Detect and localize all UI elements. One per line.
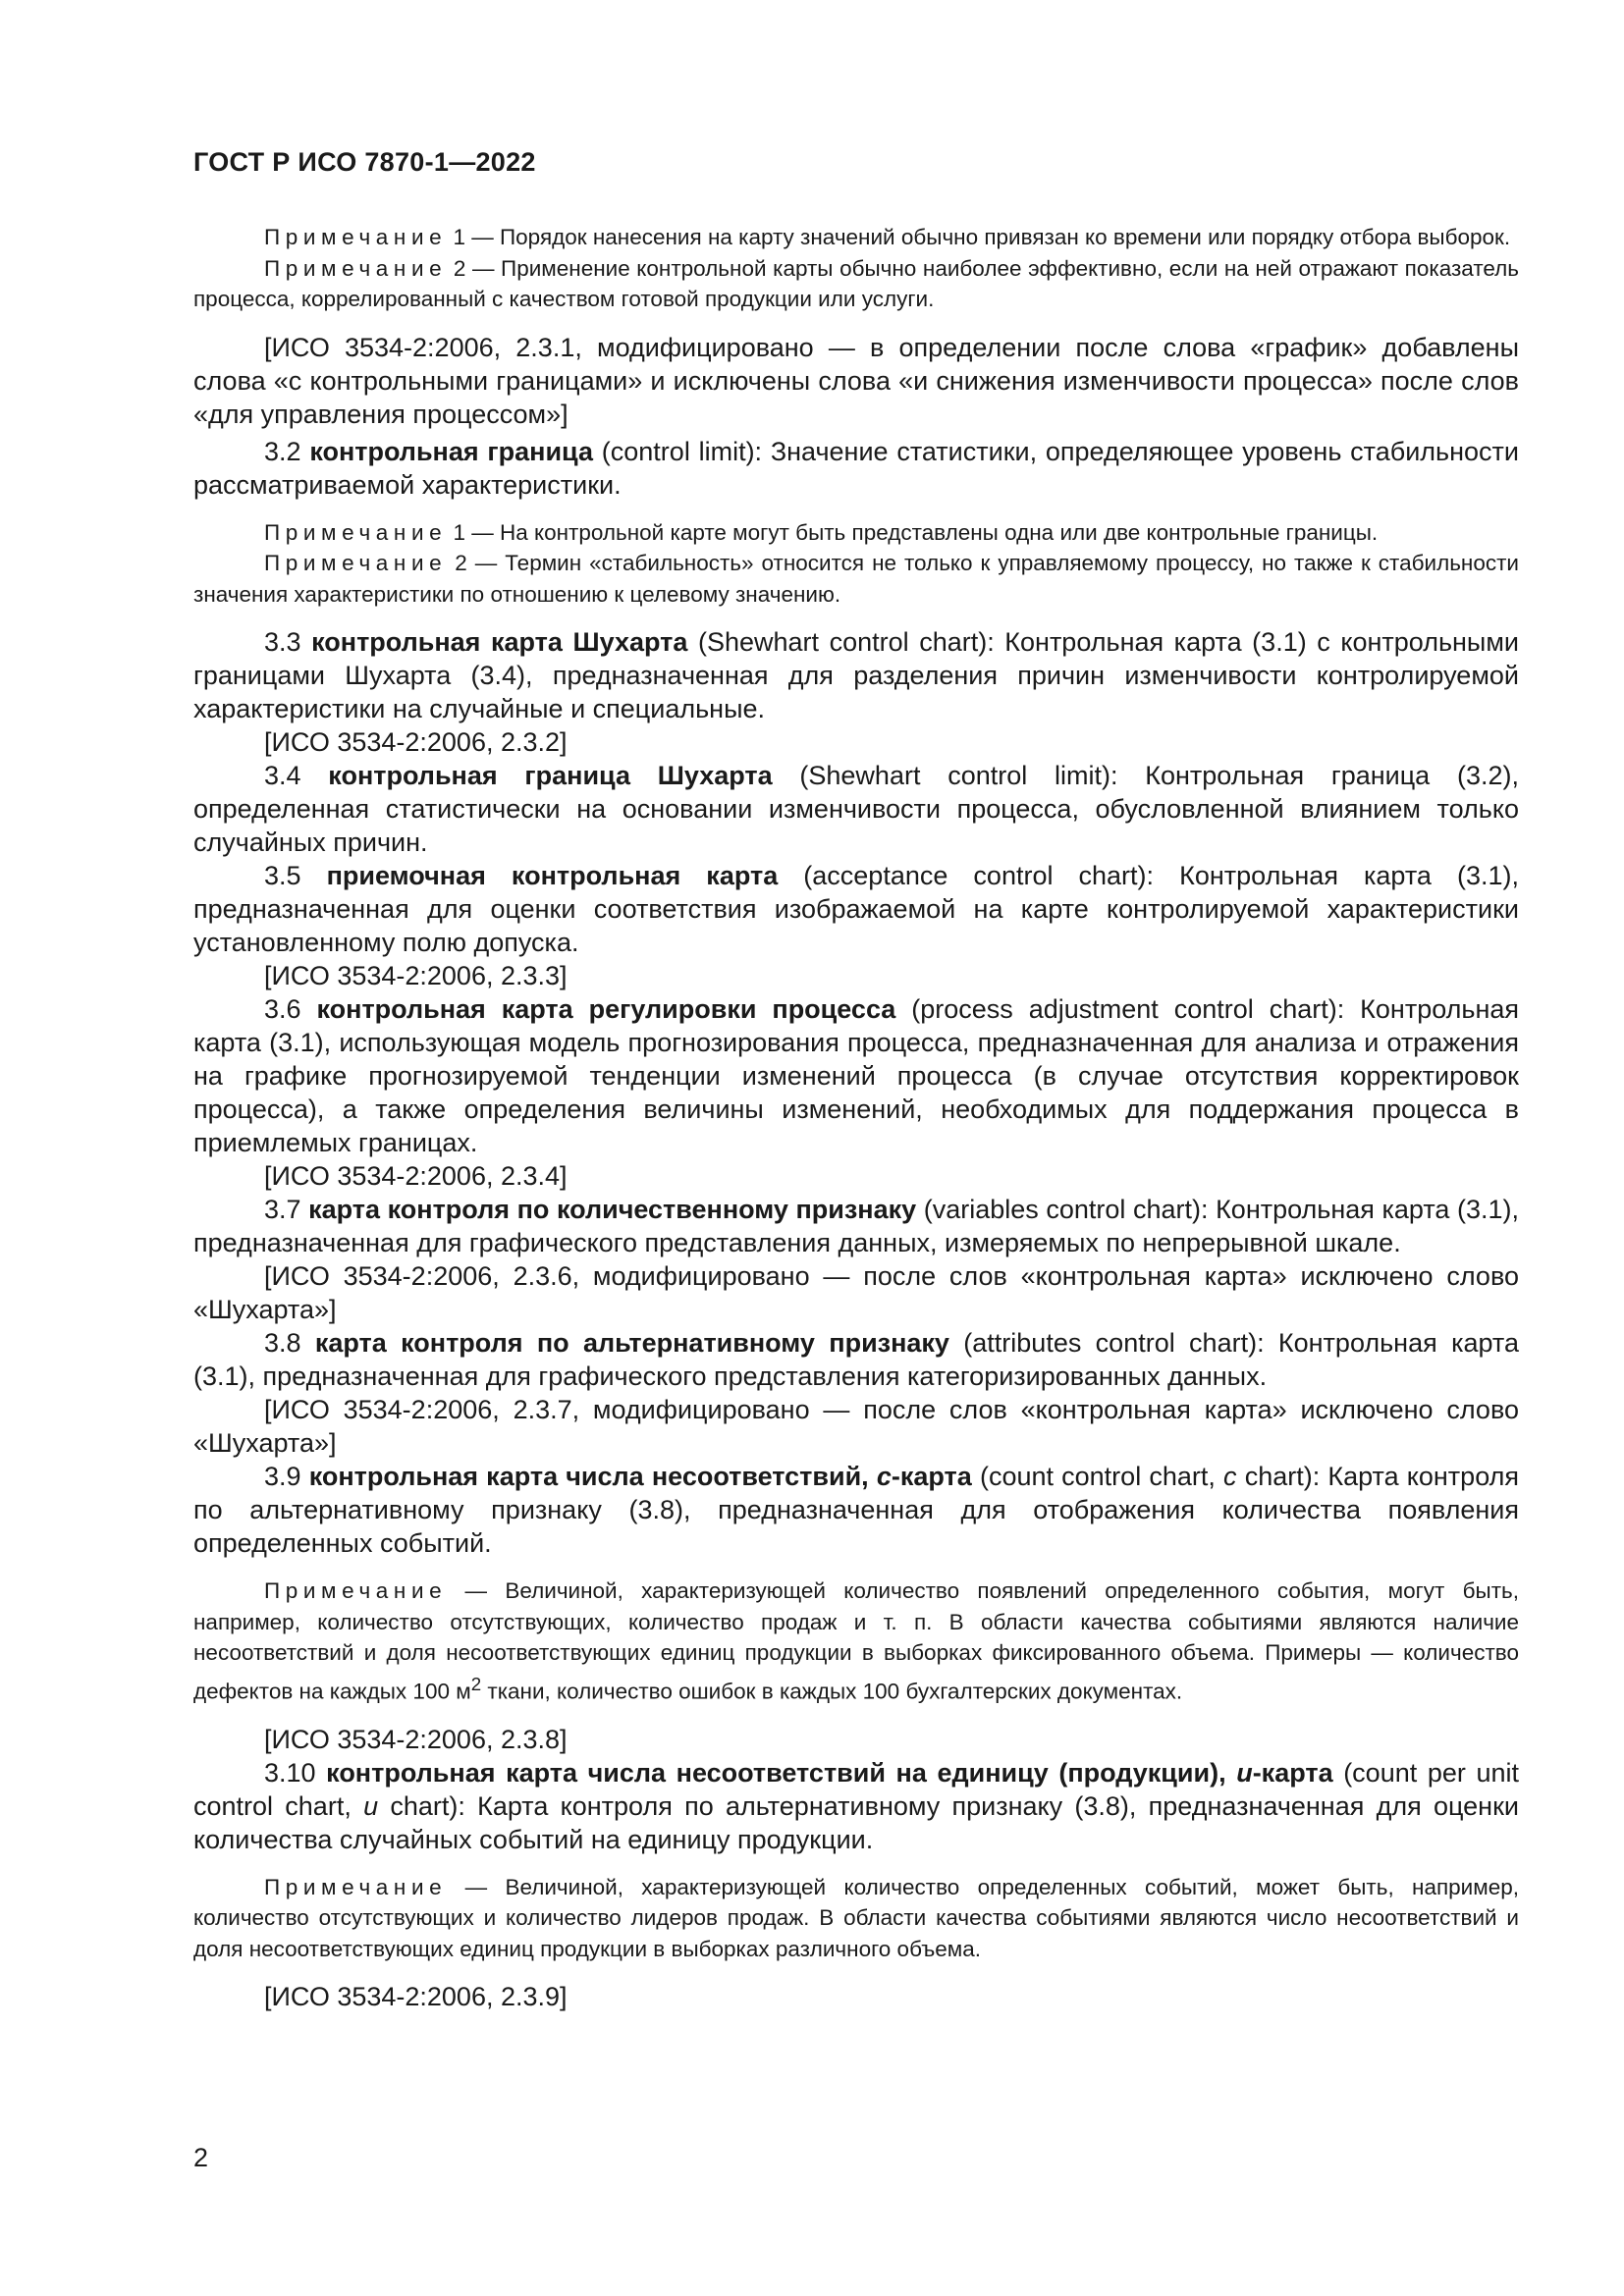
note-superscript: 2 [470, 1673, 482, 1694]
term-name: карта контроля по альтернативному признаку [314, 1328, 949, 1358]
term-name: контрольная карта Шухарта [311, 627, 688, 657]
note-text: — Величиной, характеризующей количество определенных событий, может быть, например, количество отсутствующих и количество лидеров продаж. В области качества событиями являются число несоответствий и доля несоответствующих единиц продукции в выборках различного объема. [193, 1874, 1519, 1961]
term-symbol: c [876, 1462, 892, 1491]
term-definition: (process adjustment control chart): Контрольная карта (3.1), использующая модель прогнозирования процесса, предназначенная для анализа и отражения на графике прогнозируемой тенденции изменений процесса (в случае отсутствия корректировок процесса), а также определения величины изменений, необходимых для поддержания процесса в приемлемых границах. [193, 994, 1520, 1157]
term-name-text: контрольная карта числа несоответствий, [308, 1462, 869, 1491]
source-reference-3-3: [ИСО 3534-2:2006, 2.3.2] [264, 727, 568, 757]
term-name: приемочная контрольная карта [326, 861, 779, 890]
source-reference-3-5: [ИСО 3534-2:2006, 2.3.3] [264, 961, 568, 990]
source-reference-3-6: [ИСО 3534-2:2006, 2.3.4] [264, 1161, 568, 1191]
term-name [309, 1462, 972, 1491]
note-label: Примечание [264, 255, 448, 281]
term-definition: (Shewhart control limit): Контрольная граница (3.2), определенная статистически на основании изменчивости процесса, обусловленной влиянием только случайных причин. [193, 761, 1519, 857]
note-3-2-2 [193, 548, 1519, 610]
source-reference-3-1: [ИСО 3534-2:2006, 2.3.1, модифицировано — в определении после слова «график» добавлены слова «с контрольными границами» и исключены слова «и снижения изменчивости процесса» после слов «для управления процессом»] [193, 332, 1519, 429]
term-definition: chart): Карта контроля по альтернативному признаку (3.8), предназначенная для отображения количества появления определенных событий. [193, 1462, 1519, 1558]
source-reference-3-8: [ИСО 3534-2:2006, 2.3.7, модифицировано — после слов «контрольная карта» исключено слово «Шухарта»] [193, 1395, 1519, 1458]
note-text: 1 — На контрольной карте могут быть представлены одна или две контрольные границы. [447, 519, 1379, 545]
term-3-8 [193, 1326, 1519, 1393]
note-3-2-1 [193, 517, 1519, 549]
term-3-7 [193, 1193, 1519, 1259]
term-definition: chart): Карта контроля по альтернативному признаку (3.8), предназначенная для оценки количества случайных событий на единицу продукции. [193, 1790, 1519, 1854]
term-3-6 [193, 992, 1519, 1159]
source-reference-3-9: [ИСО 3534-2:2006, 2.3.8] [264, 1724, 568, 1754]
term-number: 3.3 [264, 627, 312, 657]
source-reference-3-7: [ИСО 3534-2:2006, 2.3.6, модифицировано — после слов «контрольная карта» исключено слово «Шухарта»] [193, 1261, 1519, 1324]
note-label: Примечание [264, 225, 448, 249]
term-symbol-inline: c [1223, 1462, 1237, 1491]
document-header: ГОСТ Р ИСО 7870-1—2022 [193, 147, 536, 177]
term-name-suffix: -карта [1252, 1757, 1333, 1788]
term-definition-start: (count per unit control chart, [193, 1757, 1519, 1821]
term-definition-start: (count control chart, [971, 1462, 1224, 1491]
term-definition: (acceptance control chart): Контрольная карта (3.1), предназначенная для оценки соответствия изображаемой на карте контролируемой характеристики установленному полю допуска. [193, 861, 1519, 957]
term-number: 3.7 [264, 1195, 309, 1224]
term-number: 3.9 [264, 1462, 309, 1491]
note-2 [193, 253, 1519, 315]
term-3-2 [193, 435, 1519, 502]
term-3-3 [193, 625, 1519, 725]
term-name: контрольная граница [309, 436, 594, 466]
term-name-suffix: -карта [891, 1462, 972, 1491]
term-number: 3.6 [264, 994, 317, 1024]
term-number: 3.5 [264, 861, 327, 890]
note-label: Примечание [264, 1874, 448, 1899]
term-3-4 [193, 759, 1519, 859]
term-name-text: контрольная карта числа несоответствий на единицу (продукции), [326, 1757, 1226, 1788]
term-number: 3.10 [264, 1757, 327, 1788]
note-text: 1 — Порядок нанесения на карту значений обычно привязан ко времени или порядку отбора выборок. [447, 225, 1511, 249]
note-text: 2 — Применение контрольной карты обычно наиболее эффективно, если на ней отражают показатель процесса, коррелированный с качеством готовой продукции или услуги. [193, 255, 1519, 311]
term-3-10 [193, 1756, 1519, 1856]
term-name [326, 1758, 1332, 1788]
term-symbol-inline: u [363, 1790, 379, 1821]
term-name: контрольная карта регулировки процесса [316, 994, 896, 1024]
term-definition: (Shewhart control chart): Контрольная карта (3.1) с контрольными границами Шухарта (3.4), предназначенная для разделения причин изменчивости контролируемой характеристики на случайные и специальные. [193, 627, 1519, 723]
note-label: Примечание [264, 519, 448, 545]
term-definition: (control limit): Значение статистики, определяющее уровень стабильности рассматриваемой характеристики. [193, 436, 1519, 500]
note-label: Примечание [264, 1578, 448, 1603]
term-number: 3.8 [264, 1328, 315, 1358]
term-name: карта контроля по количественному признаку [308, 1195, 917, 1224]
term-number: 3.2 [264, 436, 310, 466]
term-name: контрольная граница Шухарта [328, 761, 773, 790]
term-3-9 [193, 1460, 1519, 1560]
note-1 [193, 222, 1519, 253]
note-3-10 [193, 1872, 1519, 1965]
note-label: Примечание [264, 551, 448, 575]
term-symbol: u [1236, 1757, 1253, 1788]
term-3-5 [193, 859, 1519, 959]
term-definition: (variables control chart): Контрольная карта (3.1), предназначенная для графического представления данных, измеряемых по непрерывной шкале. [193, 1195, 1520, 1257]
note-text-end: ткани, количество ошибок в каждых 100 бухгалтерских документах. [481, 1679, 1183, 1703]
note-text: — Величиной, характеризующей количество появлений определенного события, могут быть, например, количество отсутствующих, количество продаж и т. п. В области качества событиями являются наличие несоответствий и доля несоответствующих единиц продукции в выборках фиксированного объема. Примеры — количество дефектов на каждых 100 м [193, 1578, 1519, 1703]
term-number: 3.4 [264, 761, 329, 790]
note-3-9 [193, 1575, 1519, 1707]
source-reference-3-10: [ИСО 3534-2:2006, 2.3.9] [264, 1982, 568, 2011]
term-definition: (attributes control chart): Контрольная карта (3.1), предназначенная для графического представления категоризированных данных. [193, 1328, 1519, 1391]
page-content [193, 222, 1519, 2013]
note-text: 2 — Термин «стабильность» относится не только к управляемому процессу, но также к стабильности значения характеристики по отношению к целевому значению. [193, 551, 1519, 607]
page-number: 2 [193, 2143, 209, 2172]
